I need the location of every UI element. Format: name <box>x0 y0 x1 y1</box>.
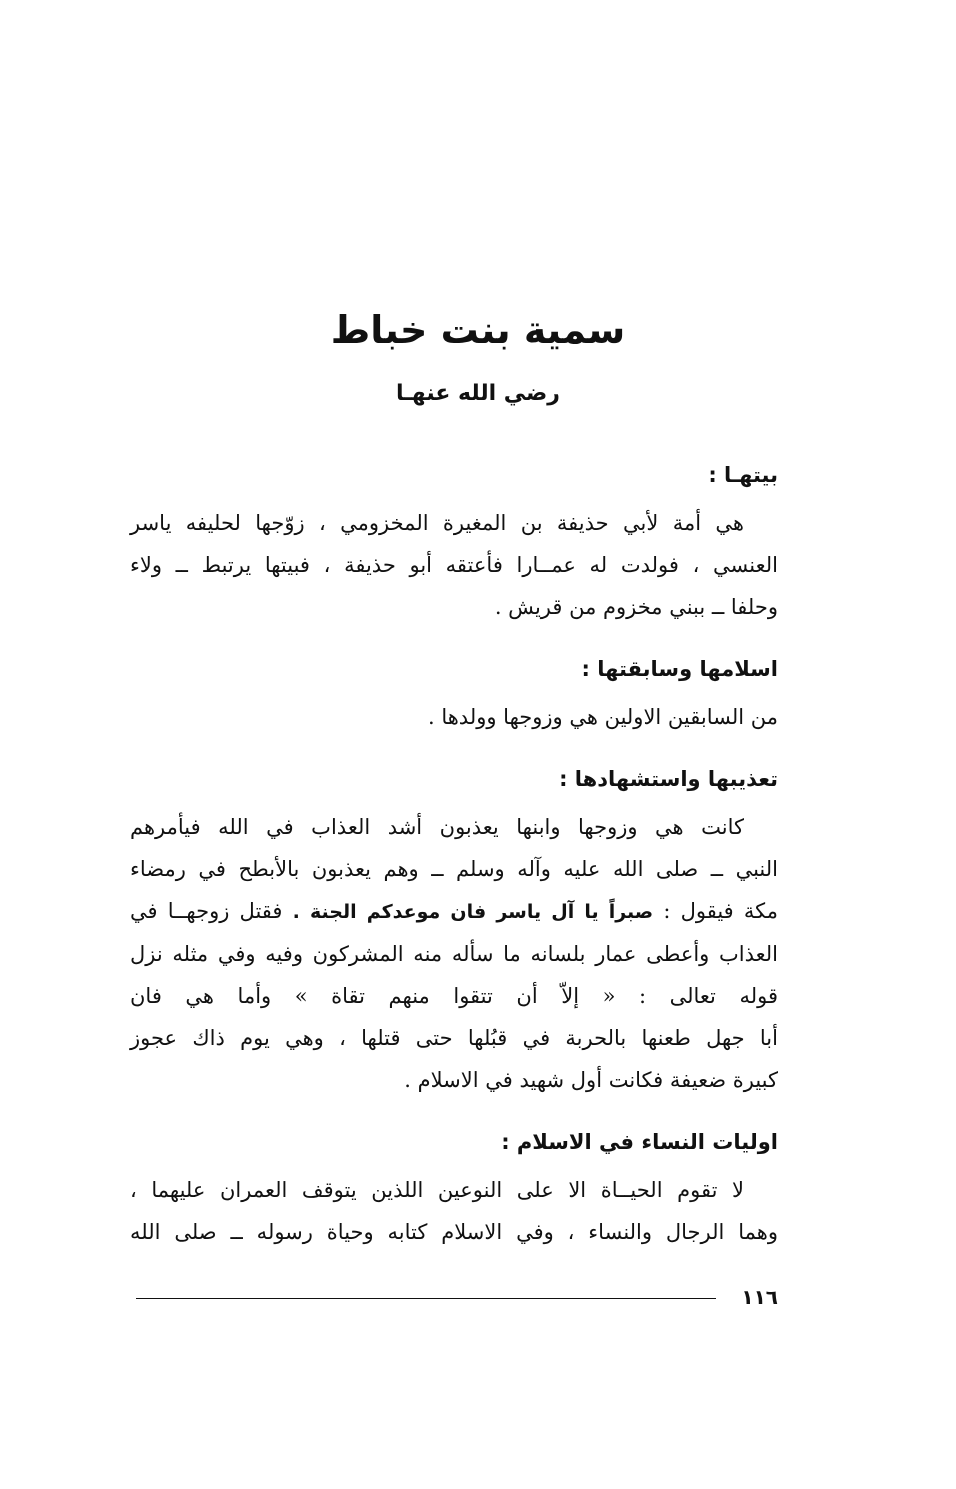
section-islam <box>130 650 778 738</box>
section-heading: تعذيبها واستشهادها : <box>559 767 778 791</box>
text-line: وحلفا ــ ببني مخزوم من قريش . <box>494 595 778 619</box>
paragraph <box>130 696 778 738</box>
paragraph <box>130 1169 778 1253</box>
text-segment: مكة فيقول : <box>663 899 778 923</box>
text-line: كبيرة ضعيفة فكانت أول شهيد في الاسلام . <box>404 1068 778 1092</box>
text-line: أبا جهل طعنها بالحربة في قبُلها حتى قتلها ، وهي يوم ذاك عجوز <box>130 1026 778 1050</box>
text-line: هي أمة لأبي حذيفة بن المغيرة المخزومي ، زوّجها لحليفه ياسر <box>130 511 744 535</box>
section-heading: اوليات النساء في الاسلام : <box>501 1130 778 1154</box>
section-women-firsts <box>130 1123 778 1253</box>
text-line: العذاب وأعطى عمار بلسانه ما سأله منه المشركون وفيه وفي مثله نزل <box>130 942 778 966</box>
text-line: لا تقوم الحيــاة الا على النوعين اللذين يتوقف العمران عليهما ، <box>130 1178 744 1202</box>
section-heading: بيتهـا : <box>708 463 778 487</box>
page-subtitle: رضي الله عنهـا <box>396 381 560 406</box>
section-heading: اسلامها وسابقتها : <box>581 657 778 681</box>
text-line: كانت هي وزوجها وابنها يعذبون أشد العذاب في الله فيأمرهم <box>130 815 744 839</box>
text-line: النبي ــ صلى الله عليه وآله وسلم ــ وهم يعذبون بالأبطح في رمضاء <box>130 857 778 881</box>
footer-rule <box>136 1298 716 1299</box>
paragraph <box>130 502 778 628</box>
section-torture <box>130 760 778 1101</box>
document-body <box>130 456 778 1253</box>
page-footer <box>136 1280 778 1316</box>
text-segment: فقتل زوجهــا في <box>130 899 283 923</box>
section-home <box>130 456 778 628</box>
text-line: قوله تعالى : « إلاّ أن تتقوا منهم تقاة » وأما هي فان <box>130 984 778 1008</box>
text-line: وهما الرجال والنساء ، وفي الاسلام كتابه وحياة رسوله ــ صلى الله <box>130 1220 778 1244</box>
text-line: العنسي ، فولدت له عمــارا فأعتقه أبو حذيفة ، فبيتها يرتبط ــ ولاء <box>130 553 778 577</box>
text-line: من السابقين الاولين هي وزوجها وولدها . <box>427 705 778 729</box>
page-title: سمية بنت خباط <box>330 308 626 352</box>
page-number: ١١٦ <box>741 1285 778 1309</box>
bold-quote: صبراً يا آل ياسر فان موعدكم الجنة . <box>292 901 654 923</box>
quote-line <box>130 890 778 933</box>
paragraph <box>130 806 778 1101</box>
